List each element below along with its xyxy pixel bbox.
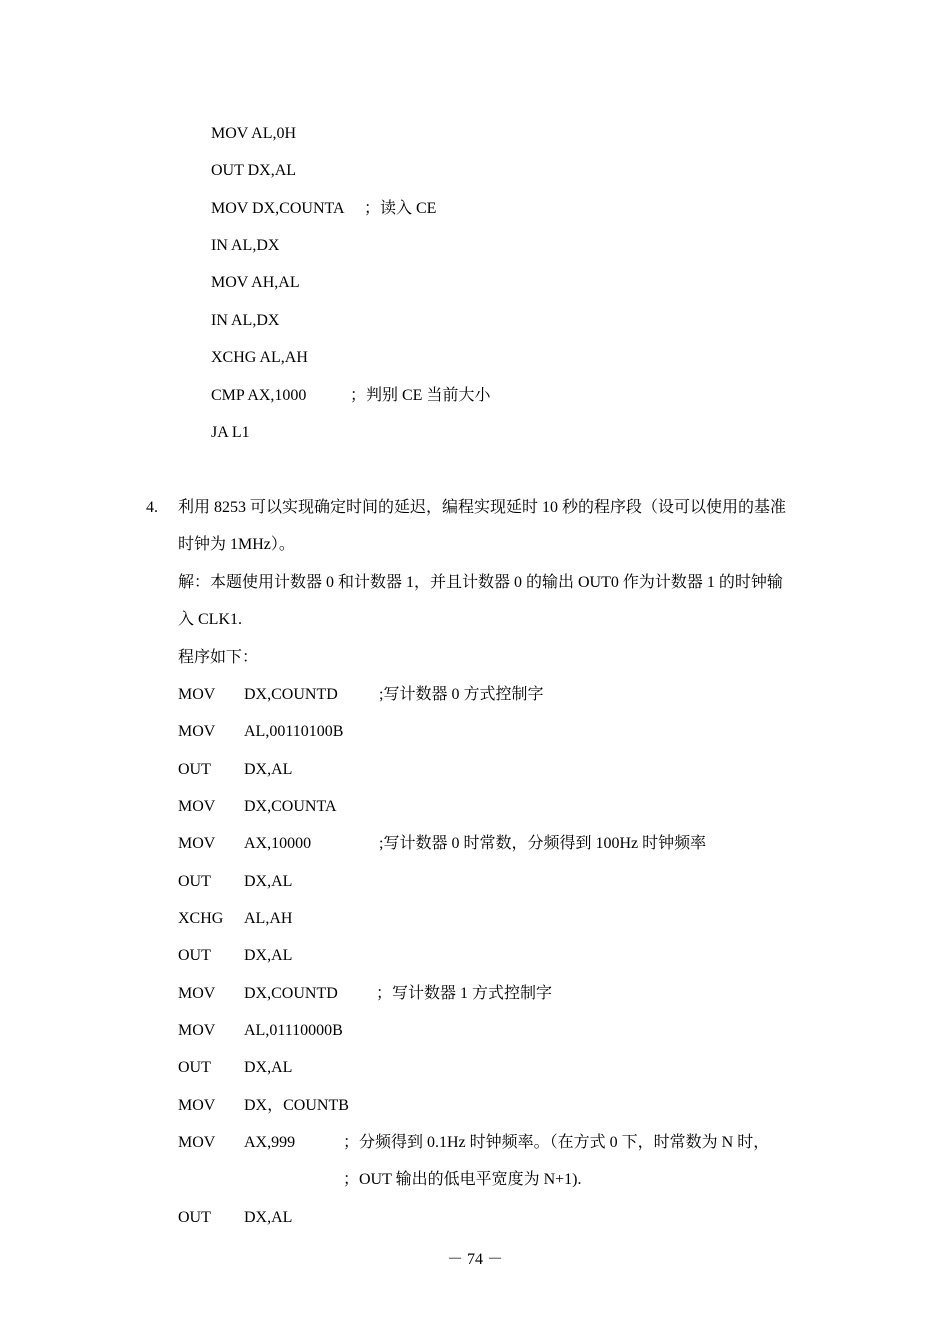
question-text-line: 时钟为 1MHz）。	[178, 536, 295, 553]
code-line: MOV AL,0H	[211, 125, 297, 142]
question-number: 4.	[146, 499, 158, 516]
answer-text-line: 入 CLK1.	[178, 611, 243, 628]
code-line: MOV AH,AL	[211, 274, 300, 291]
program-line: MOV DX,COUNTD ;写计数器 0 方式控制字	[178, 686, 544, 703]
program-line: MOV DX,COUNTA	[178, 798, 337, 815]
code-line: OUT DX,AL	[211, 162, 297, 179]
program-line: OUT DX,AL	[178, 761, 293, 778]
program-line: OUT DX,AL	[178, 1209, 293, 1226]
page-number: － 74 －	[446, 1251, 503, 1268]
code-line: MOV DX,COUNTA	[211, 200, 345, 217]
program-line: OUT DX,AL	[178, 947, 293, 964]
program-line: ；OUT 输出的低电平宽度为 N+1).	[343, 1171, 582, 1188]
program-line: MOV DX，COUNTB	[178, 1097, 349, 1114]
program-intro: 程序如下：	[178, 649, 259, 666]
code-line: XCHG AL,AH	[211, 349, 308, 366]
question-text-line: 利用 8253 可以实现确定时间的延迟，编程实现延时 10 秒的程序段（设可以使用的基准	[178, 499, 787, 516]
program-line: MOV DX,COUNTD ；写计数器 1 方式控制字	[178, 985, 553, 1002]
code-line: IN AL,DX	[211, 237, 280, 254]
program-line: MOV AL,00110100B	[178, 723, 344, 740]
code-line: JA L1	[211, 424, 250, 441]
program-line: MOV AX,999 ；分频得到 0.1Hz 时钟频率。（在方式 0 下，时常数为 N 时，	[178, 1134, 770, 1151]
code-comment: ；读入 CE	[364, 200, 437, 217]
program-line: MOV AL,01110000B	[178, 1022, 343, 1039]
code-line: IN AL,DX	[211, 312, 280, 329]
program-line: XCHG AL,AH	[178, 910, 293, 927]
program-line: MOV AX,10000 ;写计数器 0 时常数，分频得到 100Hz 时钟频率	[178, 835, 707, 852]
code-comment: ；判别 CE 当前大小	[350, 387, 491, 404]
program-line: OUT DX,AL	[178, 873, 293, 890]
answer-text-line: 解：本题使用计数器 0 和计数器 1，并且计数器 0 的输出 OUT0 作为计数器 1 的时钟输	[178, 574, 783, 591]
program-line: OUT DX,AL	[178, 1059, 293, 1076]
code-line: CMP AX,1000	[211, 387, 307, 404]
